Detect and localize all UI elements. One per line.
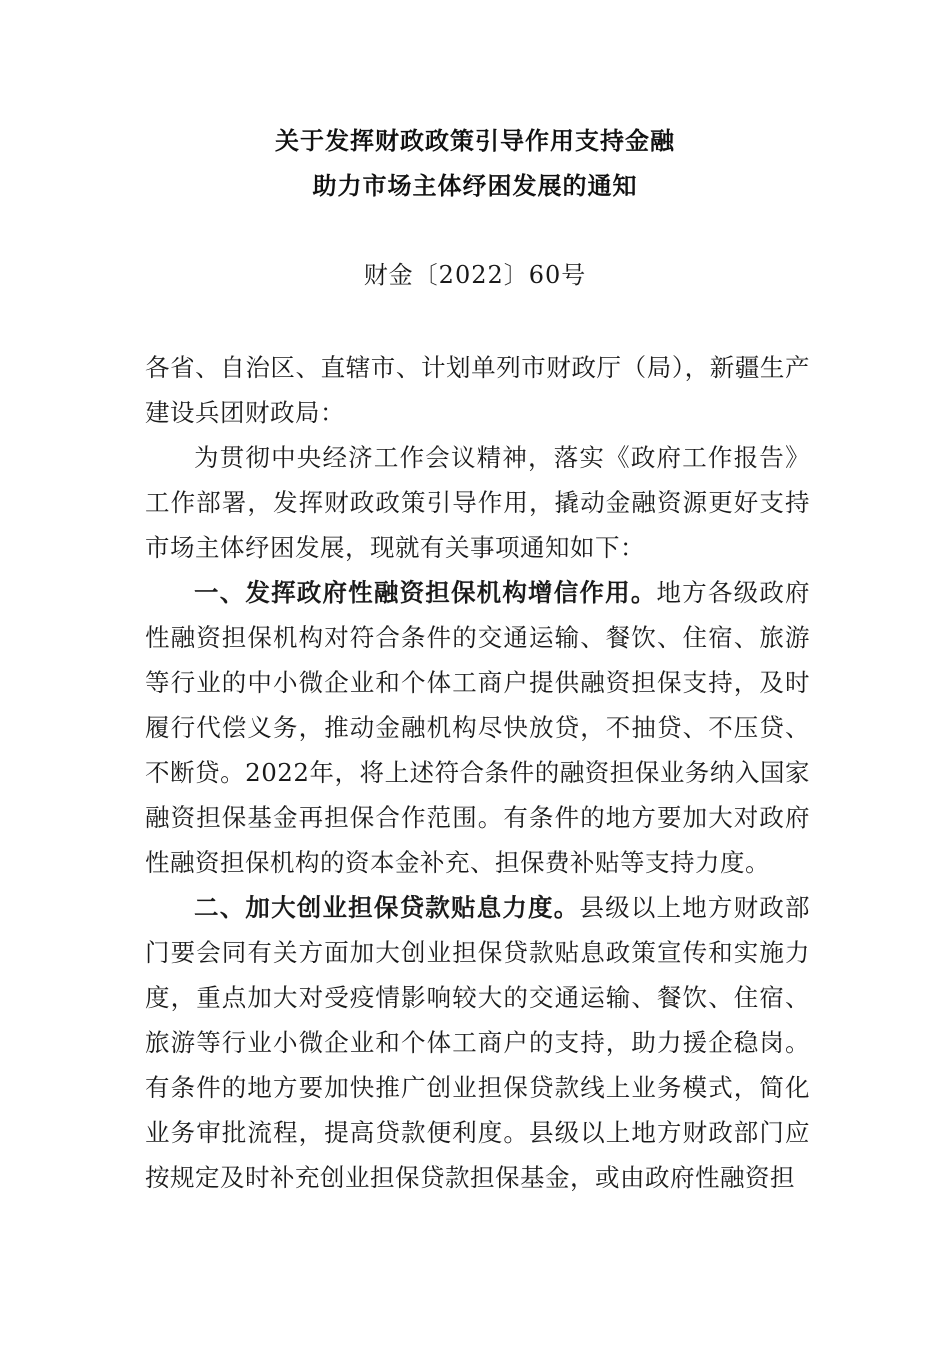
intro-paragraph: 为贯彻中央经济工作会议精神，落实《政府工作报告》工作部署，发挥财政政策引导作用，撬动金融资源更好支持市场主体纾困发展，现就有关事项通知如下： [145,443,810,562]
document-number: 财金〔2022〕60号 [363,261,587,289]
section-1-heading: 一、发挥政府性融资担保机构增信作用。 [194,578,657,607]
document-title-line-1: 关于发挥财政政策引导作用支持金融 [275,127,675,155]
section-1-paragraph [145,570,810,885]
section-2-text: 县级以上地方财政部门要会同有关方面加大创业担保贷款贴息政策宣传和实施力度，重点加大对受疫情影响较大的交通运输、餐饮、住宿、旅游等行业小微企业和个体工商户的支持，助力援企稳岗。有条件的地方要加快推广创业担保贷款线上业务模式，简化业务审批流程，提高贷款便利度。县级以上地方财政部门应按规定及时补充创业担保贷款担保基金，或由政府性融资担 [145,893,811,1192]
section-2-paragraph [145,885,810,1200]
section-2-heading: 二、加大创业担保贷款贴息力度。 [194,893,580,922]
section-1-text: 地方各级政府性融资担保机构对符合条件的交通运输、餐饮、住宿、旅游等行业的中小微企业和个体工商户提供融资担保支持，及时履行代偿义务，推动金融机构尽快放贷，不抽贷、不压贷、不断贷。2022年，将上述符合条件的融资担保业务纳入国家融资担保基金再担保合作范围。有条件的地方要加大对政府性融资担保机构的资本金补充、担保费补贴等支持力度。 [145,578,811,877]
document-body [145,345,810,1200]
addressee-paragraph: 各省、自治区、直辖市、计划单列市财政厅（局），新疆生产建设兵团财政局： [145,353,810,427]
document-title-line-2: 助力市场主体纾困发展的通知 [312,172,638,200]
